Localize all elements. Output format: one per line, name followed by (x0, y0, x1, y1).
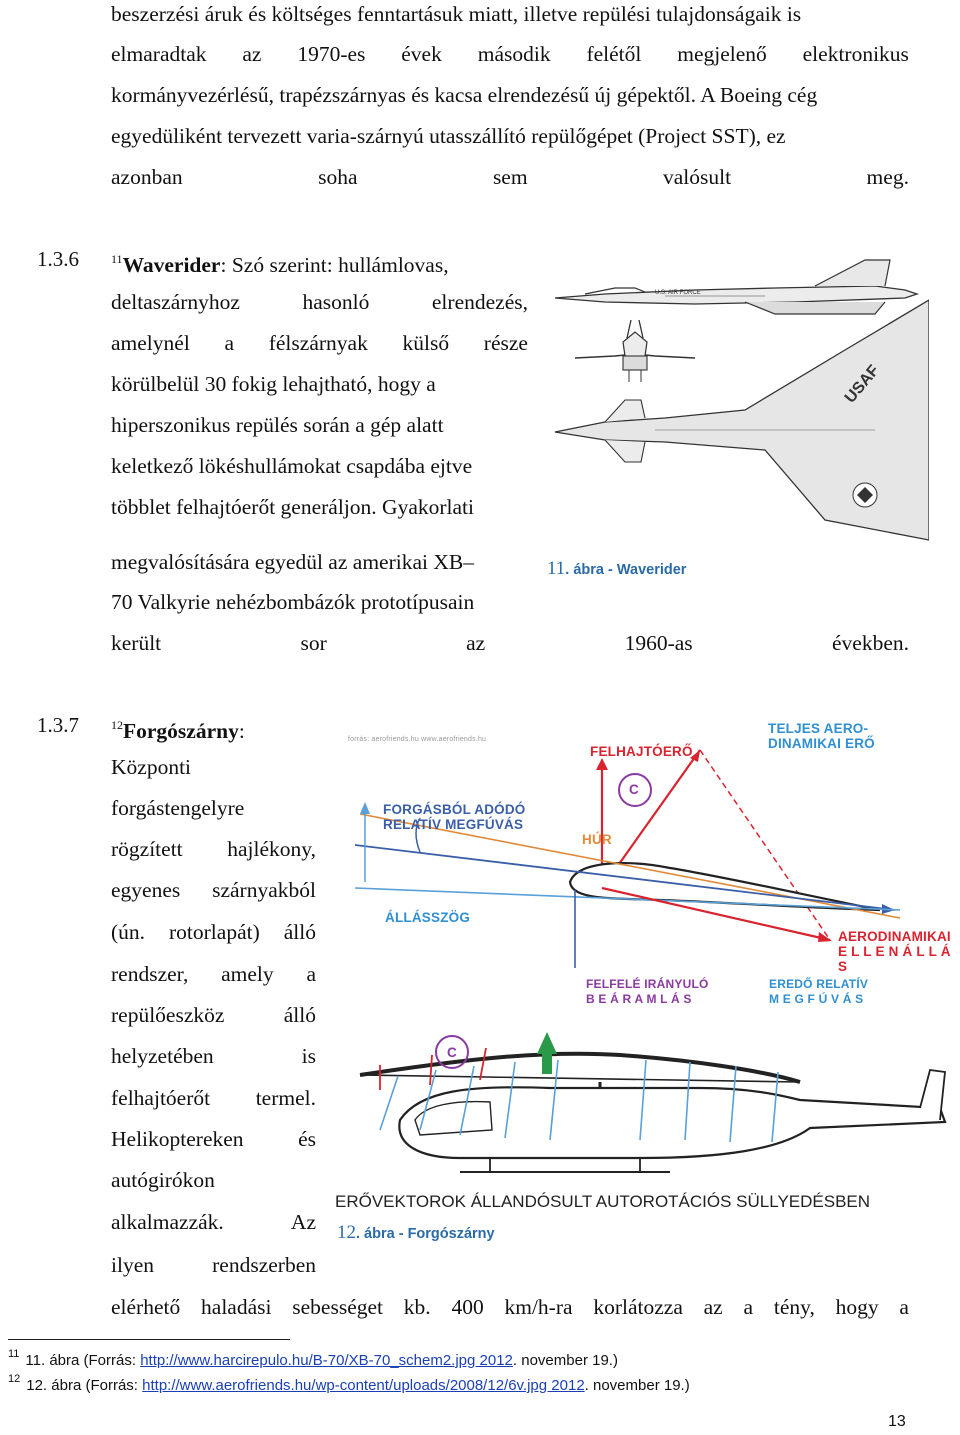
rotor-line-11: Helikoptereken és (111, 1127, 316, 1151)
figure-xb70-image (545, 250, 929, 545)
rotor-line-6: (ún. rotorlapát) álló (111, 920, 316, 944)
intro-line-4: egyedüliként tervezett varia-szárnyú utasszállító repülőgépet (Project SST), ez (111, 124, 786, 148)
figure-autorotation-diagram (335, 710, 960, 1215)
svg-text:U.S. AIR FORCE: U.S. AIR FORCE (655, 290, 701, 296)
waverider-line-8: megvalósítására egyedül az amerikai XB– (111, 550, 474, 574)
xb70-front-view (575, 320, 695, 382)
waverider-heading: $^{11}$Waverider: Szó szerint: hullámlovas, (111, 252, 449, 277)
label-chord: HÚR (582, 832, 612, 847)
rotor-line-3: forgástengelyre (111, 796, 245, 820)
page-number: 13 (888, 1413, 906, 1430)
footnote-12-link[interactable]: http://www.aerofriends.hu/wp-content/uploads/2008/12/6v.jpg 2012 (142, 1377, 585, 1394)
footnote-ref-11[interactable]: 11 (111, 252, 123, 266)
rotor-line-15: elérhető haladási sebességet kb. 400 km/h-ra korlátozza az a tény, hogy a (111, 1295, 909, 1319)
waverider-line-9: 70 Valkyrie nehézbombázók prototípusain (111, 590, 475, 614)
term-waverider: Waverider (122, 253, 221, 277)
label-upflow: FELFELÉ IRÁNYULÓ B E Á R A M L Á S (586, 977, 709, 1006)
xb70-top-view (555, 300, 929, 540)
rotor-line-14: ilyen rendszerben (111, 1253, 316, 1277)
rotor-line-2: Központi (111, 755, 192, 779)
label-c-lower: C (447, 1045, 457, 1060)
rotor-line-12: autógirókon (111, 1168, 215, 1192)
footnote-ref-12[interactable]: 12 (111, 718, 123, 732)
rotor-line-13: alkalmazzák. Az (111, 1210, 316, 1234)
waverider-line-7: többlet felhajtóerőt generáljon. Gyakorlati (111, 495, 474, 519)
intro-line-1: beszerzési áruk és költséges fenntartásuk miatt, illetve repülési tulajdonságaik is (111, 2, 802, 26)
rotor-line-7: rendszer, amely a (111, 962, 316, 986)
svg-text:USAF: USAF (841, 362, 883, 407)
diagram-title: ERŐVEKTOROK ÁLLANDÓSULT AUTOROTÁCIÓS SÜLLYEDÉSBEN (335, 1192, 871, 1211)
intro-line-2: elmaradtak az 1970-es évek második felétől megjelenő elektronikus (111, 42, 909, 66)
footnote-11: $^{11}$ 11. ábra (Forrás: http://www.harcirepulo.hu/B-70/XB-70_schem2.jpg 2012. november 19.) (8, 1348, 618, 1369)
waverider-line-6: keletkező lökéshullámokat csapdába ejtve (111, 454, 473, 478)
section-number-137: 1.3.7 (37, 713, 79, 737)
label-total-force: TELJES AERO- DINAMIKAI ERŐ (768, 721, 875, 751)
label-angle-of-attack: ÁLLÁSSZÖG (385, 910, 471, 925)
figure-12-caption: 12. ábra - Forgószárny (337, 1222, 495, 1243)
rotor-line-9: helyzetében is (111, 1044, 316, 1068)
footnote-separator (8, 1339, 290, 1340)
waverider-line-5: hiperszonikus repülés során a gép alatt (111, 413, 444, 437)
label-c: C (629, 782, 639, 797)
waverider-line-2: deltaszárnyhoz hasonló elrendezés, (111, 290, 528, 314)
waverider-line-4: körülbelül 30 fokig lehajtható, hogy a (111, 372, 436, 396)
figure-11-caption: 11. ábra - Waverider (547, 558, 687, 579)
term-forgoszarny: Forgószárny (123, 719, 239, 743)
diagram-watermark: forrás: aerofriends.hu www.aerofriends.hu (348, 736, 487, 743)
label-drag: AERODINAMIKAI E L L E N Á L L Á S (838, 929, 951, 974)
section-number-136: 1.3.6 (37, 247, 79, 271)
waverider-line-3: amelynél a félszárnyak külső része (111, 331, 528, 355)
rotor-line-5: egyenes szárnyakból (111, 878, 316, 902)
footnote-11-link[interactable]: http://www.harcirepulo.hu/B-70/XB-70_schem2.jpg 2012 (140, 1352, 513, 1369)
label-lift: FELHAJTÓERŐ (590, 744, 693, 759)
xb70-side-view (555, 260, 917, 314)
waverider-line-10: került sor az 1960-as években. (111, 631, 909, 655)
intro-line-5: azonban soha sem valósult meg. (111, 165, 909, 189)
rotor-heading: $^{12}$Forgószárny: (111, 718, 245, 743)
label-resultant-wind: EREDŐ RELATÍV M E G F Ú V Á S (769, 977, 869, 1006)
rotor-line-4: rögzített hajlékony, (111, 837, 316, 861)
intro-line-3: kormányvezérlésű, trapézszárnyas és kacsa elrendezésű új gépektől. A Boeing cég (111, 83, 818, 107)
rotor-line-10: felhajtóerőt termel. (111, 1086, 316, 1110)
footnote-12: $^{12}$ 12. ábra (Forrás: http://www.aerofriends.hu/wp-content/uploads/2008/12/6v.jpg 2012. november 19.) (8, 1373, 690, 1394)
label-relative-rotation: FORGÁSBÓL ADÓDÓ RELATÍV MEGFÚVÁS (383, 802, 526, 832)
rotor-line-8: repülőeszköz álló (111, 1003, 316, 1027)
